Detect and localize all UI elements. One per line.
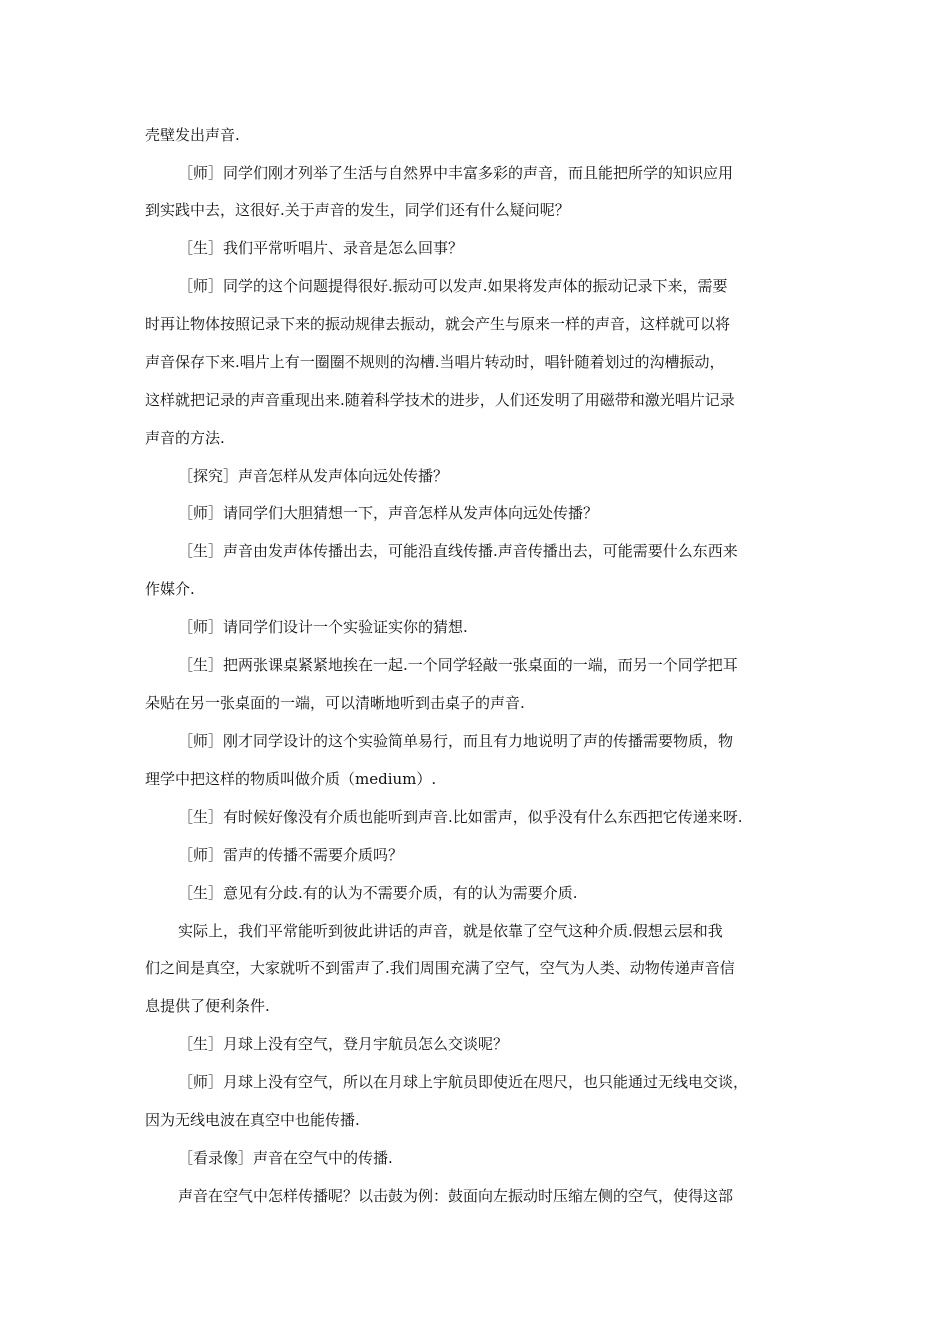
text-line: 们之间是真空，大家就听不到雷声了.我们周围充满了空气，空气为人类、动物传递声音信 [145, 959, 735, 977]
text-line: 声音在空气中怎样传播呢？以击鼓为例：鼓面向左振动时压缩左侧的空气，使得这部 [178, 1187, 734, 1205]
text-line: ［师］同学们刚才列举了生活与自然界中丰富多彩的声音，而且能把所学的知识应用 [178, 164, 734, 182]
text-line: ［师］请同学们设计一个实验证实你的猜想. [178, 618, 468, 636]
text-line: ［看录像］声音在空气中的传播. [178, 1149, 393, 1167]
text-line: 实际上，我们平常能听到彼此讲话的声音，就是依靠了空气这种介质.假想云层和我 [178, 922, 723, 940]
text-line: 到实践中去，这很好.关于声音的发生，同学们还有什么疑问呢？ [145, 201, 570, 219]
text-line: 声音的方法. [145, 429, 225, 447]
text-line: ［师］雷声的传播不需要介质吗？ [178, 846, 404, 864]
text-line: 息提供了便利条件. [145, 997, 270, 1015]
text-line: ［师］同学的这个问题提得很好.振动可以发声.如果将发声体的振动记录下来，需要 [178, 277, 728, 295]
text-line: ［师］刚才同学设计的这个实验简单易行，而且有力地说明了声的传播需要物质，物 [178, 732, 734, 750]
text-line: 这样就把记录的声音重现出来.随着科学技术的进步，人们还发明了用磁带和激光唱片记录 [145, 391, 735, 409]
text-line: ［生］意见有分歧.有的认为不需要介质，有的认为需要介质. [178, 884, 578, 902]
text-line: ［生］声音由发声体传播出去，可能沿直线传播.声音传播出去，可能需要什么东西来 [178, 542, 738, 560]
text-line: ［生］把两张课桌紧紧地挨在一起.一个同学轻敲一张桌面的一端，而另一个同学把耳 [178, 656, 738, 674]
text-line: ［师］月球上没有空气，所以在月球上宇航员即使近在咫尺，也只能通过无线电交谈， [178, 1073, 749, 1091]
text-line: 时再让物体按照记录下来的振动规律去振动，就会产生与原来一样的声音，这样就可以将 [145, 315, 731, 333]
text-line: 声音保存下来.唱片上有一圈圈不规则的沟槽.当唱片转动时，唱针随着划过的沟槽振动， [145, 353, 725, 371]
text-line: 因为无线电波在真空中也能传播. [145, 1111, 360, 1129]
text-line: ［生］月球上没有空气，登月宇航员怎么交谈呢？ [178, 1035, 509, 1053]
text-line: 壳壁发出声音. [145, 126, 240, 144]
text-line: 理学中把这样的物质叫做介质（medium）. [145, 770, 437, 788]
text-line: ［生］有时候好像没有介质也能听到声音.比如雷声，似乎没有什么东西把它传递来呀. [178, 808, 743, 826]
text-line: ［师］请同学们大胆猜想一下，声音怎样从发声体向远处传播？ [178, 504, 599, 522]
text-line: 作媒介. [145, 580, 195, 598]
text-line: ［探究］声音怎样从发声体向远处传播？ [178, 467, 449, 485]
text-line: ［生］我们平常听唱片、录音是怎么回事？ [178, 239, 464, 257]
text-line: 朵贴在另一张桌面的一端，可以清晰地听到击桌子的声音. [145, 694, 525, 712]
